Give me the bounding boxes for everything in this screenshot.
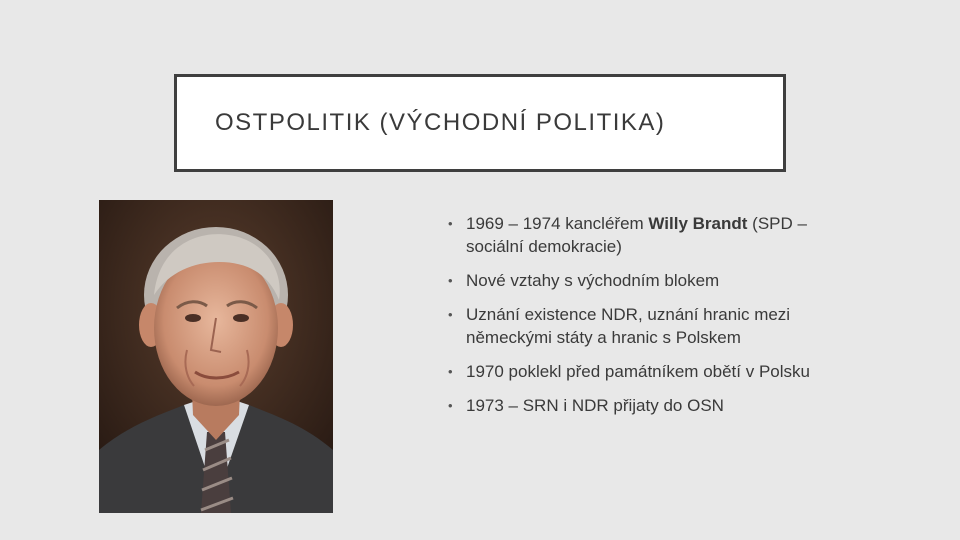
bullet-list: [448, 212, 828, 428]
bullet-glyph: •: [448, 273, 453, 288]
portrait-illustration: [99, 200, 333, 513]
bullet-item: [448, 303, 828, 349]
bullet-text: Uznání existence NDR, uznání hranic mezi německými státy a hranic s Polskem: [466, 305, 791, 347]
bullet-glyph: •: [448, 364, 453, 379]
bullet-glyph: •: [448, 398, 453, 413]
bullet-bold-name: Willy Brandt: [648, 214, 748, 233]
bullet-glyph: •: [448, 307, 453, 322]
bullet-text: Nové vztahy s východním blokem: [466, 271, 720, 290]
bullet-text: (SPD – sociální demokracie): [466, 214, 807, 256]
bullet-text: 1969 – 1974 kancléřem: [466, 214, 649, 233]
bullet-glyph: •: [448, 216, 453, 231]
bullet-item: [448, 269, 828, 292]
title-box: [174, 74, 786, 172]
portrait-photo: [99, 200, 333, 513]
bullet-item: [448, 360, 828, 383]
bullet-text: 1973 – SRN i NDR přijaty do OSN: [466, 396, 724, 415]
bullet-item: [448, 394, 828, 417]
slide-title: OSTPOLITIK (VÝCHODNÍ POLITIKA): [215, 109, 666, 136]
bullet-text: 1970 poklekl před památníkem obětí v Polsku: [466, 362, 810, 381]
bullet-item: [448, 212, 828, 258]
